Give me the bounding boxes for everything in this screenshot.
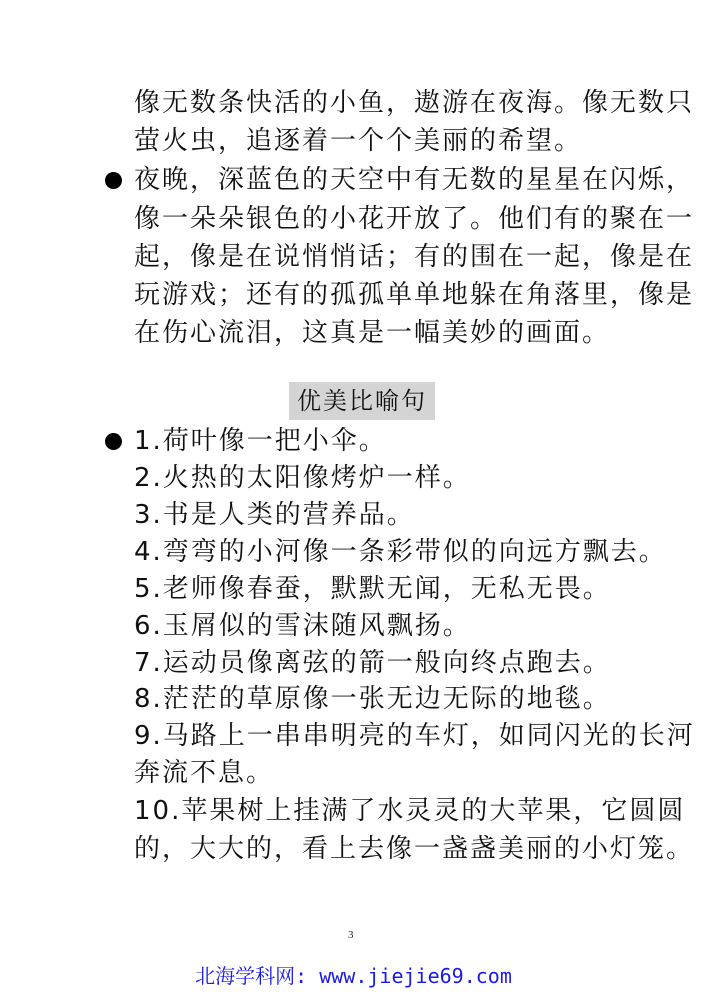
list-item: 奔流不息。 xyxy=(134,758,275,788)
list-item: 1.荷叶像一把小伞。 xyxy=(134,426,387,456)
paragraph-line: 萤火虫，追逐着一个个美丽的希望。 xyxy=(134,126,583,156)
list-item: 10.苹果树上挂满了水灵灵的大苹果，它圆圆 xyxy=(134,796,686,826)
list-item: 2.火热的太阳像烤炉一样。 xyxy=(134,463,471,493)
page-number: 3 xyxy=(348,929,354,941)
footer-watermark: 北海学科网: www.jiejie69.com xyxy=(195,964,512,988)
list-item: 3.书是人类的营养品。 xyxy=(134,500,415,530)
paragraph-line: 在伤心流泪，这真是一幅美妙的画面。 xyxy=(134,318,611,348)
section-title: 优美比喻句 xyxy=(289,382,435,420)
list-item: 9.马路上一串串明亮的车灯，如同闪光的长河 xyxy=(134,721,695,751)
paragraph-line: 像一朵朵银色的小花开放了。他们有的聚在一 xyxy=(134,204,695,234)
paragraph-line: 玩游戏；还有的孤孤单单地躲在角落里，像是 xyxy=(134,280,695,310)
list-item: 7.运动员像离弦的箭一般向终点跑去。 xyxy=(134,648,611,678)
list-item: 5.老师像春蚕，默默无闻，无私无畏。 xyxy=(134,574,611,604)
paragraph-line: 像无数条快活的小鱼，遨游在夜海。像无数只 xyxy=(134,88,695,118)
list-item: 的，大大的，看上去像一盏盏美丽的小灯笼。 xyxy=(134,834,695,864)
list-item: 6.玉屑似的雪沫随风飘扬。 xyxy=(134,611,471,641)
bullet-icon xyxy=(105,172,122,189)
paragraph-line: 起，像是在说悄悄话；有的围在一起，像是在 xyxy=(134,242,695,272)
paragraph-line: 夜晚，深蓝色的天空中有无数的星星在闪烁， xyxy=(134,165,695,195)
list-item: 4.弯弯的小河像一条彩带似的向远方飘去。 xyxy=(134,537,667,567)
bullet-icon xyxy=(105,433,122,450)
list-item: 8.茫茫的草原像一张无边无际的地毯。 xyxy=(134,684,611,714)
